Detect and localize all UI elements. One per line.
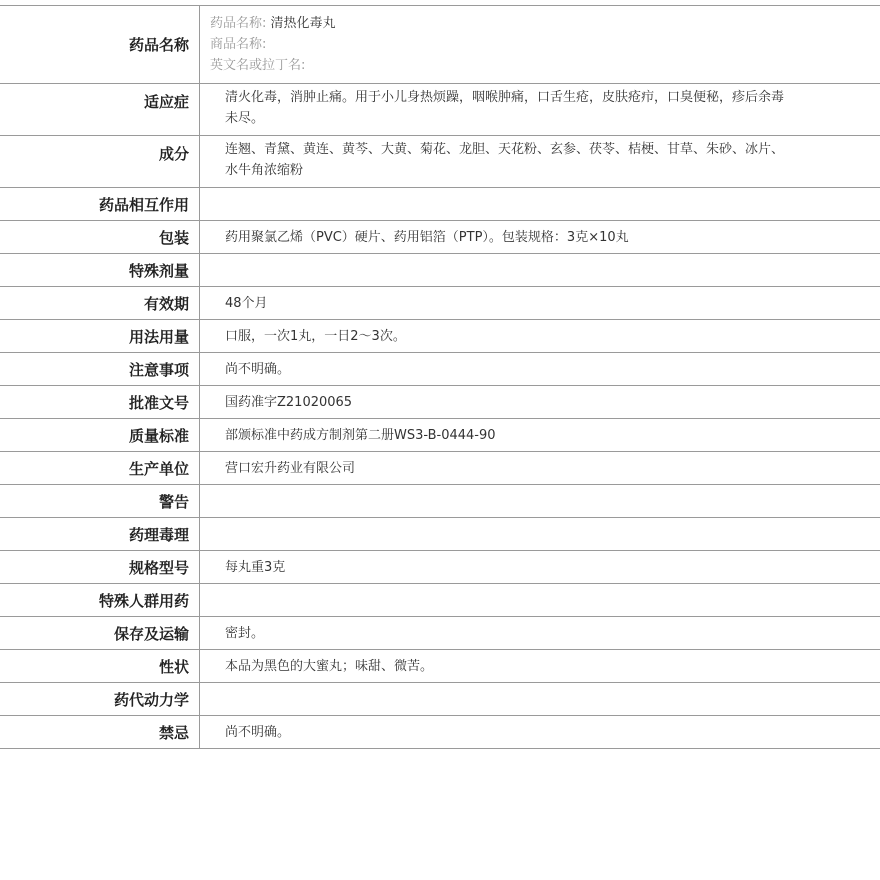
row-label: 警告 [0, 485, 200, 517]
row-label: 药品名称 [0, 6, 200, 83]
row-storage [0, 617, 880, 650]
trade-name-key: 商品名称: [210, 37, 267, 52]
row-label: 注意事项 [0, 353, 200, 385]
row-pharmacokinetics [0, 683, 880, 716]
row-value: 本品为黑色的大蜜丸；味甜、微苦。 [225, 658, 434, 674]
row-label: 性状 [0, 650, 200, 682]
row-value: 口服，一次1丸，一日2～3次。 [225, 328, 406, 344]
row-label: 规格型号 [0, 551, 200, 583]
row-label: 用法用量 [0, 320, 200, 352]
row-contraindications [0, 716, 880, 749]
row-value [200, 584, 880, 616]
row-value: 药用聚氯乙烯（PVC）硬片、药用铝箔（PTP）。包装规格：3克×10丸 [225, 229, 629, 245]
row-label: 保存及运输 [0, 617, 200, 649]
row-label: 成分 [0, 136, 200, 187]
row-dosage [0, 320, 880, 353]
row-label: 禁忌 [0, 716, 200, 748]
row-label: 批准文号 [0, 386, 200, 418]
latin-name-key: 英文名或拉丁名: [210, 58, 306, 73]
row-value: 部颁标准中药成方制剂第二册WS3-B-0444-90 [225, 427, 496, 443]
row-label: 有效期 [0, 287, 200, 319]
row-value [200, 188, 880, 220]
row-label: 药品相互作用 [0, 188, 200, 220]
drug-name-value: 清热化毒丸 [270, 16, 336, 31]
row-special-dosage [0, 254, 880, 287]
row-label: 质量标准 [0, 419, 200, 451]
drug-name-block [200, 6, 336, 83]
trade-name-line [210, 34, 336, 55]
row-drug-name [0, 6, 880, 84]
row-packaging [0, 221, 880, 254]
row-interactions [0, 188, 880, 221]
row-value [200, 518, 880, 550]
row-value: 清火化毒，消肿止痛。用于小儿身热烦躁，咽喉肿痛，口舌生疮，皮肤疮疖，口臭便秘，疹后余毒未尽。 [225, 90, 785, 126]
row-label: 适应症 [0, 84, 200, 135]
row-value: 连翘、青黛、黄连、黄芩、大黄、菊花、龙胆、天花粉、玄参、茯苓、桔梗、甘草、朱砂、冰片、水牛角浓缩粉 [225, 142, 785, 178]
row-label: 特殊剂量 [0, 254, 200, 286]
latin-name-line [210, 55, 336, 76]
row-value: 48个月 [225, 295, 268, 311]
row-value [200, 683, 880, 715]
row-quality-standard [0, 419, 880, 452]
row-value: 密封。 [225, 625, 265, 641]
row-warning [0, 485, 880, 518]
row-value: 国药准字Z21020065 [225, 394, 353, 410]
row-label: 药代动力学 [0, 683, 200, 715]
row-label: 包装 [0, 221, 200, 253]
row-label: 生产单位 [0, 452, 200, 484]
row-label: 特殊人群用药 [0, 584, 200, 616]
row-description [0, 650, 880, 683]
row-shelf-life [0, 287, 880, 320]
row-value: 营口宏升药业有限公司 [225, 460, 356, 476]
row-special-populations [0, 584, 880, 617]
drug-info-table [0, 5, 880, 749]
row-approval-number [0, 386, 880, 419]
row-value [200, 254, 880, 286]
row-value [200, 485, 880, 517]
row-precautions [0, 353, 880, 386]
drug-name-key: 药品名称: [210, 16, 267, 31]
row-manufacturer [0, 452, 880, 485]
row-indications [0, 84, 880, 136]
row-pharmacology [0, 518, 880, 551]
row-value: 尚不明确。 [225, 361, 291, 377]
row-label: 药理毒理 [0, 518, 200, 550]
row-value: 每丸重3克 [225, 559, 286, 575]
row-specification [0, 551, 880, 584]
row-ingredients [0, 136, 880, 188]
row-value: 尚不明确。 [225, 724, 291, 740]
drug-name-line [210, 13, 336, 34]
